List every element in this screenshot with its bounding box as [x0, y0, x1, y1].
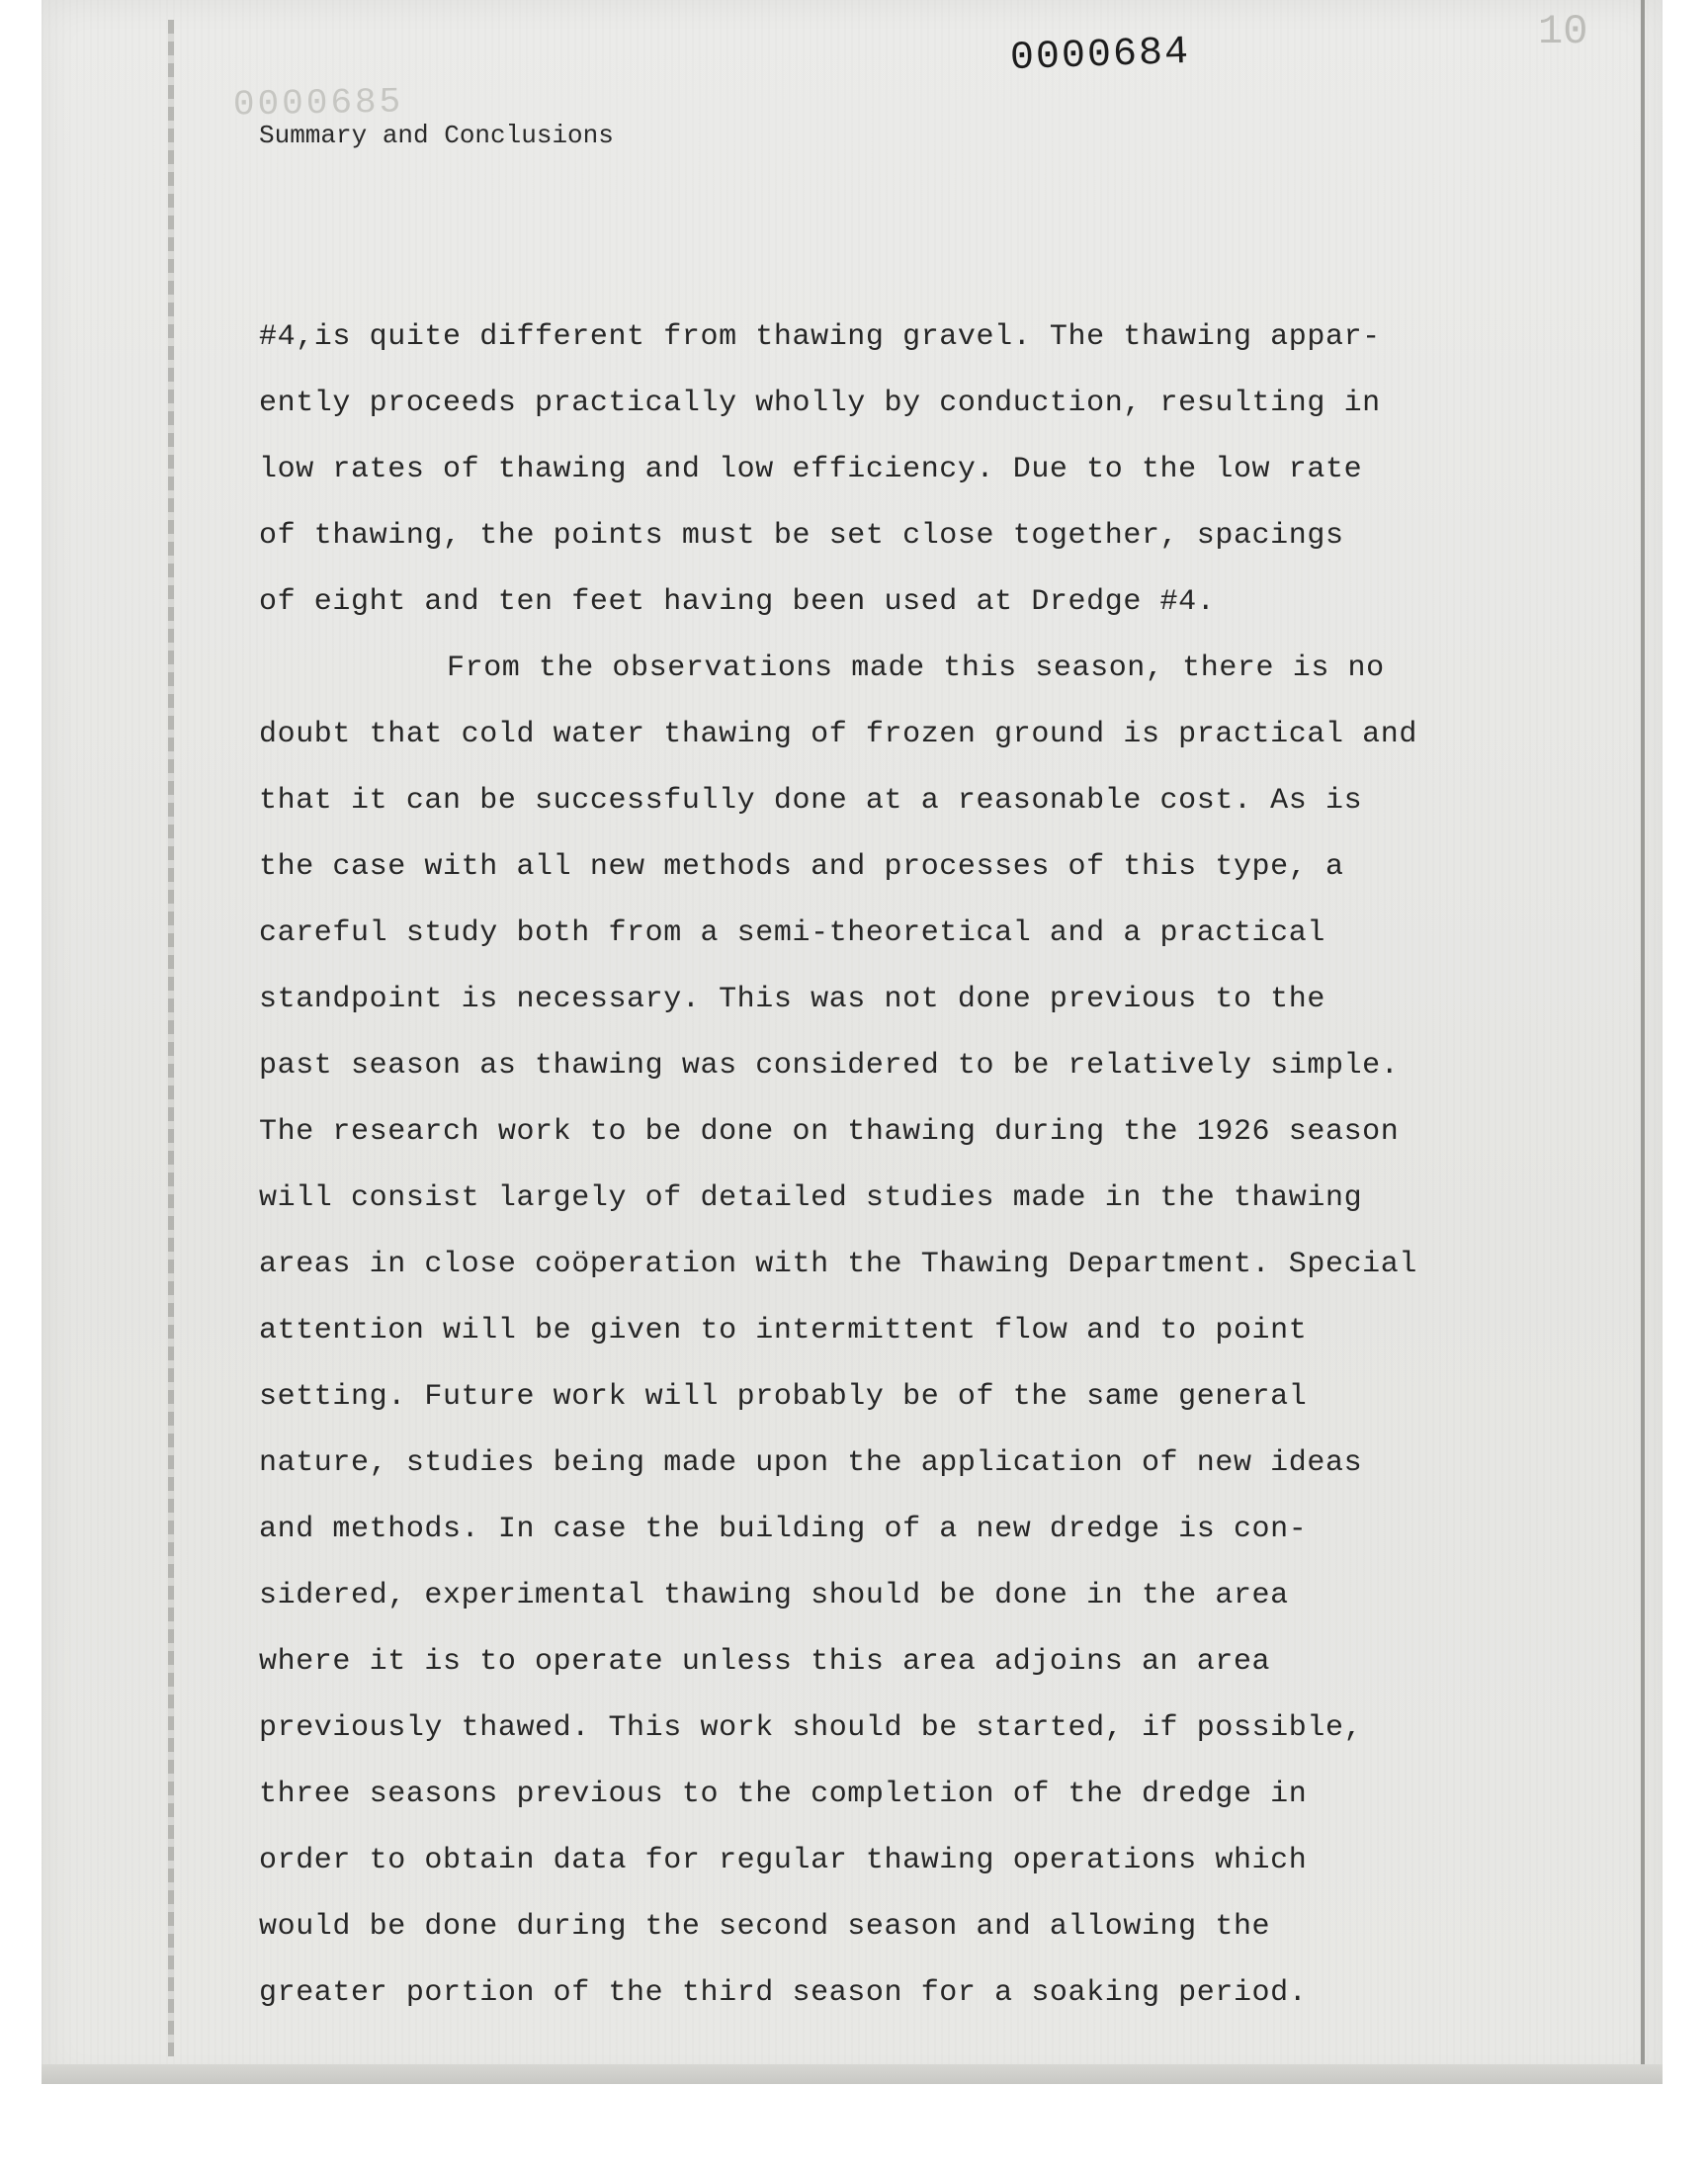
text-line: doubt that cold water thawing of frozen ground is practical and	[259, 718, 1417, 751]
text-line: that it can be successfully done at a reasonable cost. As is	[259, 784, 1363, 818]
document-number: 0000684	[1009, 30, 1191, 82]
text-line: the case with all new methods and processes of this type, a	[259, 850, 1344, 884]
text-line: careful study both from a semi-theoretical and a practical	[259, 916, 1325, 950]
text-line: sidered, experimental thawing should be done in the area	[259, 1579, 1289, 1612]
page-number: 10	[1538, 8, 1588, 55]
text-line: areas in close coöperation with the Thawing Department. Special	[259, 1248, 1417, 1281]
binding-edge	[168, 20, 174, 2056]
text-line: low rates of thawing and low efficiency. Due to the low rate	[259, 453, 1363, 486]
text-line: and methods. In case the building of a new dredge is con-	[259, 1513, 1308, 1546]
text-line: would be done during the second season and allowing the	[259, 1910, 1271, 1944]
text-line: attention will be given to intermittent flow and to point	[259, 1314, 1308, 1348]
text-line: previously thawed. This work should be started, if possible,	[259, 1711, 1363, 1745]
document-page	[42, 0, 1663, 2084]
section-heading: Summary and Conclusions	[259, 121, 614, 150]
text-line: past season as thawing was considered to be relatively simple.	[259, 1049, 1400, 1083]
text-line: ently proceeds practically wholly by conduction, resulting in	[259, 387, 1381, 420]
text-line: greater portion of the third season for a soaking period.	[259, 1976, 1308, 2010]
text-line: order to obtain data for regular thawing operations which	[259, 1844, 1308, 1877]
page-edge	[1641, 0, 1645, 2066]
bleed-through-number: 0000685	[232, 81, 404, 126]
text-line: setting. Future work will probably be of the same general	[259, 1380, 1308, 1414]
text-line: of thawing, the points must be set close together, spacings	[259, 519, 1344, 553]
page-bottom-edge	[42, 2064, 1663, 2084]
text-line: #4,is quite different from thawing gravel. The thawing appar-	[259, 320, 1381, 354]
text-line: nature, studies being made upon the application of new ideas	[259, 1446, 1363, 1480]
text-line: From the observations made this season, there is no	[447, 652, 1385, 685]
text-line: of eight and ten feet having been used at Dredge #4.	[259, 585, 1216, 619]
text-line: three seasons previous to the completion of the dredge in	[259, 1778, 1308, 1811]
text-line: standpoint is necessary. This was not done previous to the	[259, 983, 1325, 1016]
text-line: where it is to operate unless this area adjoins an area	[259, 1645, 1271, 1679]
text-line: The research work to be done on thawing during the 1926 season	[259, 1115, 1400, 1149]
text-line: will consist largely of detailed studies made in the thawing	[259, 1181, 1363, 1215]
